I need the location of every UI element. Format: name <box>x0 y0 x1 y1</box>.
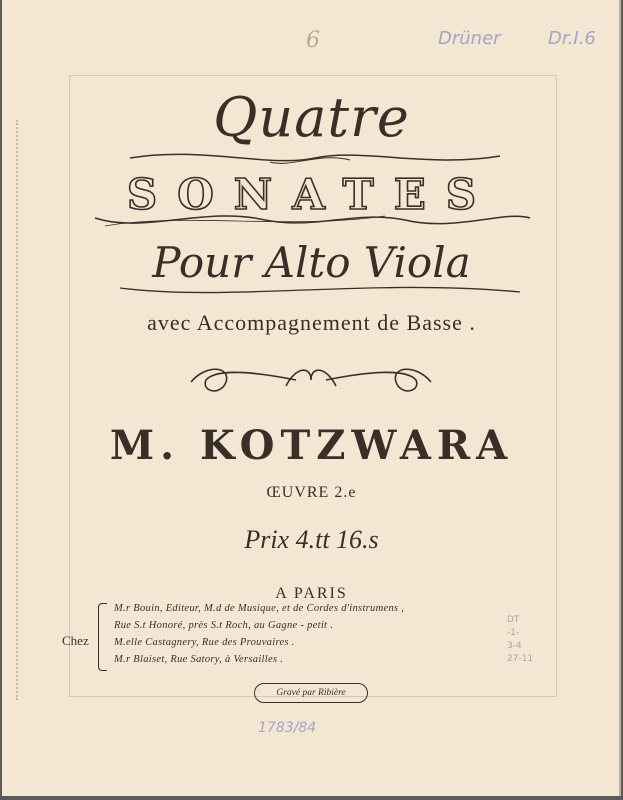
page-number: 6 <box>306 28 320 53</box>
flourish-under-quatre <box>120 148 510 168</box>
opus-number: ŒUVRE 2.e <box>266 484 357 501</box>
pencil-note: 27-11 <box>507 654 534 664</box>
catalogue-number: 1783/84 <box>258 720 317 736</box>
engraver-cartouche: Gravé par Ribière <box>254 683 368 703</box>
imprint-address-line: M.r Bouin, Editeur, M.d de Musique, et de Cordes d'instrumens , <box>114 603 405 614</box>
title-sonates: SONATES <box>126 170 497 219</box>
imprint-address-line: M.elle Castagnery, Rue des Prouvaires . <box>114 637 295 648</box>
composer-name: M. KOTZWARA <box>109 422 514 469</box>
shelfmark: Dr.I.6 <box>548 28 596 49</box>
pencil-note: 3-4 <box>507 641 522 651</box>
pencil-note: DT <box>507 615 520 625</box>
imprint-address-line: M.r Blaiset, Rue Satory, à Versailles . <box>114 654 284 665</box>
imprint-chez: Chez <box>62 633 89 648</box>
title-quatre: Quatre <box>213 86 410 149</box>
central-ornament <box>186 362 436 398</box>
price: Prix 4.tt 16.s <box>244 525 379 554</box>
subtitle-accompaniment: avec Accompagnement de Basse . <box>147 310 476 335</box>
pencil-note: -1- <box>507 628 520 638</box>
owner-name: Drüner <box>438 28 501 49</box>
flourish-under-pour <box>110 280 530 300</box>
flourish-under-sonates <box>85 206 535 232</box>
imprint-bracket <box>98 603 107 671</box>
title-pour-alto-viola: Pour Alto Viola <box>152 238 471 287</box>
imprint-address-line: Rue S.t Honoré, près S.t Roch, au Gagne - petit . <box>114 620 334 631</box>
imprint-city: A PARIS <box>275 585 348 602</box>
